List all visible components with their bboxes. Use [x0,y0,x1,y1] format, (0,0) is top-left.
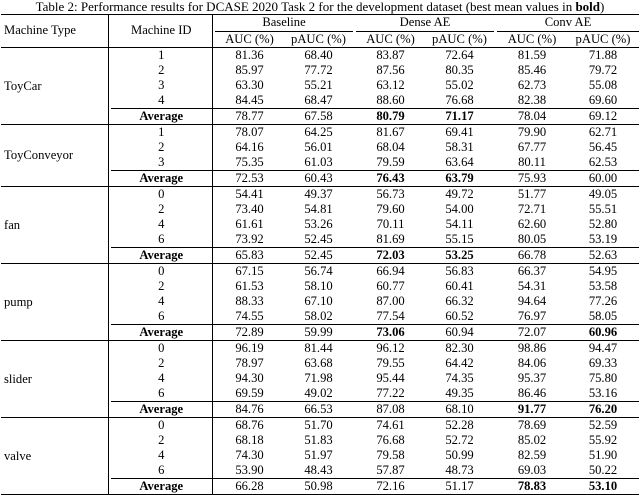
average-value-cell: 66.28 [215,479,284,495]
value-cell: 72.71 [517,202,547,216]
value-cell: 55.15 [445,232,474,246]
value-cell: 73.92 [235,232,264,246]
average-value-cell: 68.10 [425,402,494,418]
average-value-cell: 60.43 [284,171,353,187]
average-value-cell: 51.17 [425,479,494,495]
machine-id-cell: 6 [158,232,165,246]
machine-id-cell: 4 [158,93,165,107]
value-cell: 52.59 [567,418,639,434]
value-cell: 85.02 [517,433,547,447]
value-cell: 68.47 [304,93,333,107]
value-cell: 54.95 [567,264,639,280]
average-value-cell: 80.79 [356,109,425,125]
value-cell: 94.30 [235,371,264,385]
machine-id-cell: 2 [158,63,165,77]
header-conv-ae: Conv AE [497,15,639,32]
average-value-cell: 72.53 [215,171,284,187]
value-cell: 53.16 [588,386,618,400]
average-value-cell: 76.20 [567,402,639,418]
average-value-cell: 71.17 [425,109,494,125]
average-label: Average [111,171,212,187]
value-cell: 72.64 [425,48,494,64]
value-cell: 88.60 [376,93,405,107]
value-cell: 85.46 [517,63,547,77]
value-cell: 66.32 [445,294,474,308]
value-cell: 78.07 [215,125,284,141]
value-cell: 81.36 [215,48,284,64]
header-dense-auc: AUC (%) [356,31,425,48]
value-cell: 63.30 [235,78,264,92]
value-cell: 55.51 [588,202,618,216]
header-baseline-auc: AUC (%) [215,31,284,48]
machine-id-cell: 6 [158,309,165,323]
value-cell: 52.45 [304,232,333,246]
machine-id-cell: 2 [158,140,165,154]
value-cell: 84.45 [235,93,264,107]
machine-id-cell: 2 [158,279,165,293]
value-cell: 70.11 [376,217,405,231]
value-cell: 48.73 [445,463,474,477]
value-cell: 77.54 [376,309,405,323]
value-cell: 68.76 [215,418,284,434]
value-cell: 51.90 [588,448,618,462]
machine-id-cell: 1 [111,125,212,141]
machine-id-cell: 0 [111,341,212,357]
value-cell: 68.40 [284,48,353,64]
value-cell: 62.53 [588,155,618,169]
value-cell: 52.72 [445,433,474,447]
value-cell: 63.68 [304,356,333,370]
value-cell: 78.97 [235,356,264,370]
value-cell: 53.26 [304,217,333,231]
value-cell: 64.42 [445,356,474,370]
value-cell: 56.73 [356,187,425,203]
value-cell: 94.64 [517,294,547,308]
value-cell: 53.58 [588,279,618,293]
value-cell: 81.67 [356,125,425,141]
value-cell: 55.92 [588,433,618,447]
average-label: Average [111,109,212,125]
value-cell: 51.70 [284,418,353,434]
caption-text: Table 2: Performance results for DCASE 2020 Task 2 for the development dataset (best mean values in [35,0,576,14]
value-cell: 57.87 [376,463,405,477]
value-cell: 61.61 [235,217,264,231]
value-cell: 49.02 [304,386,333,400]
average-value-cell: 72.03 [356,248,425,264]
value-cell: 87.56 [376,63,405,77]
average-value-cell: 72.16 [356,479,425,495]
value-cell: 56.74 [284,264,353,280]
value-cell: 56.01 [304,140,333,154]
value-cell: 68.18 [235,433,264,447]
value-cell: 71.88 [567,48,639,64]
average-value-cell: 75.93 [497,171,567,187]
table-row [1,264,639,280]
average-value-cell: 60.94 [425,325,494,341]
average-value-cell: 60.00 [567,171,639,187]
caption-suffix: ) [600,0,605,14]
header-machine-id: Machine ID [111,15,212,48]
value-cell: 69.60 [588,93,618,107]
machine-id-cell: 4 [158,448,165,462]
value-cell: 60.52 [445,309,474,323]
average-value-cell: 50.98 [284,479,353,495]
value-cell: 94.47 [567,341,639,357]
average-label: Average [111,402,212,418]
value-cell: 54.11 [445,217,474,231]
value-cell: 55.21 [304,78,333,92]
value-cell: 75.35 [235,155,264,169]
header-baseline-pauc: pAUC (%) [284,31,353,48]
average-value-cell: 84.76 [215,402,284,418]
value-cell: 48.43 [304,463,333,477]
average-value-cell: 91.77 [497,402,567,418]
machine-id-cell: 6 [158,386,165,400]
value-cell: 56.45 [588,140,618,154]
value-cell: 76.68 [376,433,405,447]
table-row [1,48,639,64]
value-cell: 79.72 [588,63,618,77]
value-cell: 66.37 [497,264,567,280]
value-cell: 64.16 [235,140,264,154]
machine-id-cell: 3 [158,155,165,169]
header-row-groups [1,15,639,32]
value-cell: 58.05 [588,309,618,323]
machine-id-cell: 0 [111,187,212,203]
value-cell: 51.83 [304,433,333,447]
machine-id-cell: 6 [158,463,165,477]
value-cell: 63.64 [445,155,474,169]
value-cell: 71.98 [304,371,333,385]
value-cell: 76.97 [517,309,547,323]
results-table [1,14,639,495]
value-cell: 74.55 [235,309,264,323]
value-cell: 51.97 [304,448,333,462]
value-cell: 76.68 [445,93,474,107]
header-machine-type: Machine Type [1,15,108,48]
average-value-cell: 65.83 [215,248,284,264]
header-dense-ae: Dense AE [356,15,494,32]
value-cell: 83.87 [356,48,425,64]
value-cell: 78.69 [497,418,567,434]
average-value-cell: 73.06 [356,325,425,341]
value-cell: 73.40 [235,202,264,216]
value-cell: 53.19 [588,232,618,246]
value-cell: 96.19 [215,341,284,357]
value-cell: 80.05 [517,232,547,246]
machine-type-cell: pump [1,264,108,341]
machine-id-cell: 1 [111,48,212,64]
table-row [1,125,639,141]
value-cell: 81.69 [376,232,405,246]
value-cell: 95.44 [376,371,405,385]
average-value-cell: 53.10 [567,479,639,495]
average-value-cell: 78.77 [215,109,284,125]
value-cell: 81.44 [284,341,353,357]
value-cell: 74.35 [445,371,474,385]
value-cell: 82.38 [517,93,547,107]
value-cell: 79.55 [376,356,405,370]
table-row [1,418,639,434]
value-cell: 66.94 [356,264,425,280]
machine-id-cell: 4 [158,371,165,385]
value-cell: 74.30 [235,448,264,462]
average-label: Average [111,248,212,264]
value-cell: 95.37 [517,371,547,385]
value-cell: 60.77 [376,279,405,293]
value-cell: 98.86 [497,341,567,357]
machine-id-cell: 2 [158,202,165,216]
average-value-cell: 63.79 [425,171,494,187]
table-row [1,341,639,357]
value-cell: 85.97 [235,63,264,77]
machine-id-cell: 4 [158,217,165,231]
average-value-cell: 69.12 [567,109,639,125]
value-cell: 81.59 [497,48,567,64]
value-cell: 62.71 [567,125,639,141]
value-cell: 52.80 [588,217,618,231]
table-caption [0,0,640,14]
value-cell: 49.05 [567,187,639,203]
value-cell: 69.41 [425,125,494,141]
value-cell: 61.53 [235,279,264,293]
average-value-cell: 87.08 [356,402,425,418]
value-cell: 87.00 [376,294,405,308]
value-cell: 69.59 [235,386,264,400]
value-cell: 55.08 [588,78,618,92]
value-cell: 52.28 [425,418,494,434]
value-cell: 60.41 [445,279,474,293]
average-value-cell: 67.58 [284,109,353,125]
value-cell: 77.26 [588,294,618,308]
value-cell: 53.90 [235,463,264,477]
average-value-cell: 52.45 [284,248,353,264]
value-cell: 58.10 [304,279,333,293]
value-cell: 54.31 [517,279,547,293]
value-cell: 79.60 [376,202,405,216]
value-cell: 67.15 [215,264,284,280]
value-cell: 96.12 [356,341,425,357]
value-cell: 80.35 [445,63,474,77]
value-cell: 63.12 [376,78,405,92]
average-value-cell: 66.53 [284,402,353,418]
average-value-cell: 52.63 [567,248,639,264]
header-conv-pauc: pAUC (%) [567,31,639,48]
value-cell: 54.81 [304,202,333,216]
average-value-cell: 76.43 [356,171,425,187]
average-value-cell: 66.78 [497,248,567,264]
value-cell: 77.22 [376,386,405,400]
value-cell: 69.33 [588,356,618,370]
machine-id-cell: 0 [111,264,212,280]
value-cell: 79.59 [376,155,405,169]
value-cell: 74.61 [356,418,425,434]
value-cell: 50.22 [588,463,618,477]
average-value-cell: 72.89 [215,325,284,341]
value-cell: 75.80 [588,371,618,385]
value-cell: 50.99 [445,448,474,462]
value-cell: 84.06 [517,356,547,370]
value-cell: 68.04 [376,140,405,154]
value-cell: 79.58 [376,448,405,462]
value-cell: 51.77 [497,187,567,203]
machine-type-cell: ToyCar [1,48,108,125]
machine-id-cell: 2 [158,433,165,447]
average-value-cell: 78.83 [497,479,567,495]
value-cell: 49.35 [445,386,474,400]
caption-bold-word: bold [575,0,601,14]
value-cell: 62.73 [517,78,547,92]
machine-type-cell: valve [1,418,108,495]
header-conv-auc: AUC (%) [497,31,567,48]
value-cell: 69.03 [517,463,547,477]
average-label: Average [111,325,212,341]
value-cell: 86.46 [517,386,547,400]
value-cell: 49.37 [284,187,353,203]
machine-id-cell: 0 [111,418,212,434]
value-cell: 79.90 [497,125,567,141]
machine-type-cell: ToyConveyor [1,125,108,187]
machine-id-cell: 2 [158,356,165,370]
value-cell: 88.33 [235,294,264,308]
value-cell: 62.60 [517,217,547,231]
value-cell: 54.41 [215,187,284,203]
value-cell: 67.77 [517,140,547,154]
table-body [1,48,639,495]
value-cell: 77.72 [304,63,333,77]
value-cell: 82.59 [517,448,547,462]
value-cell: 54.00 [445,202,474,216]
value-cell: 49.72 [425,187,494,203]
value-cell: 82.30 [425,341,494,357]
value-cell: 64.25 [284,125,353,141]
average-value-cell: 60.96 [567,325,639,341]
average-value-cell: 78.04 [497,109,567,125]
average-label: Average [111,479,212,495]
value-cell: 58.02 [304,309,333,323]
machine-id-cell: 4 [158,294,165,308]
header-baseline: Baseline [215,15,353,32]
machine-id-cell: 3 [158,78,165,92]
value-cell: 56.83 [425,264,494,280]
average-value-cell: 59.99 [284,325,353,341]
value-cell: 80.11 [518,155,546,169]
average-value-cell: 53.25 [425,248,494,264]
table-row [1,187,639,203]
machine-type-cell: slider [1,341,108,418]
value-cell: 58.31 [445,140,474,154]
value-cell: 61.03 [304,155,333,169]
value-cell: 67.10 [304,294,333,308]
header-dense-pauc: pAUC (%) [425,31,494,48]
machine-type-cell: fan [1,187,108,264]
average-value-cell: 72.07 [497,325,567,341]
value-cell: 55.02 [445,78,474,92]
